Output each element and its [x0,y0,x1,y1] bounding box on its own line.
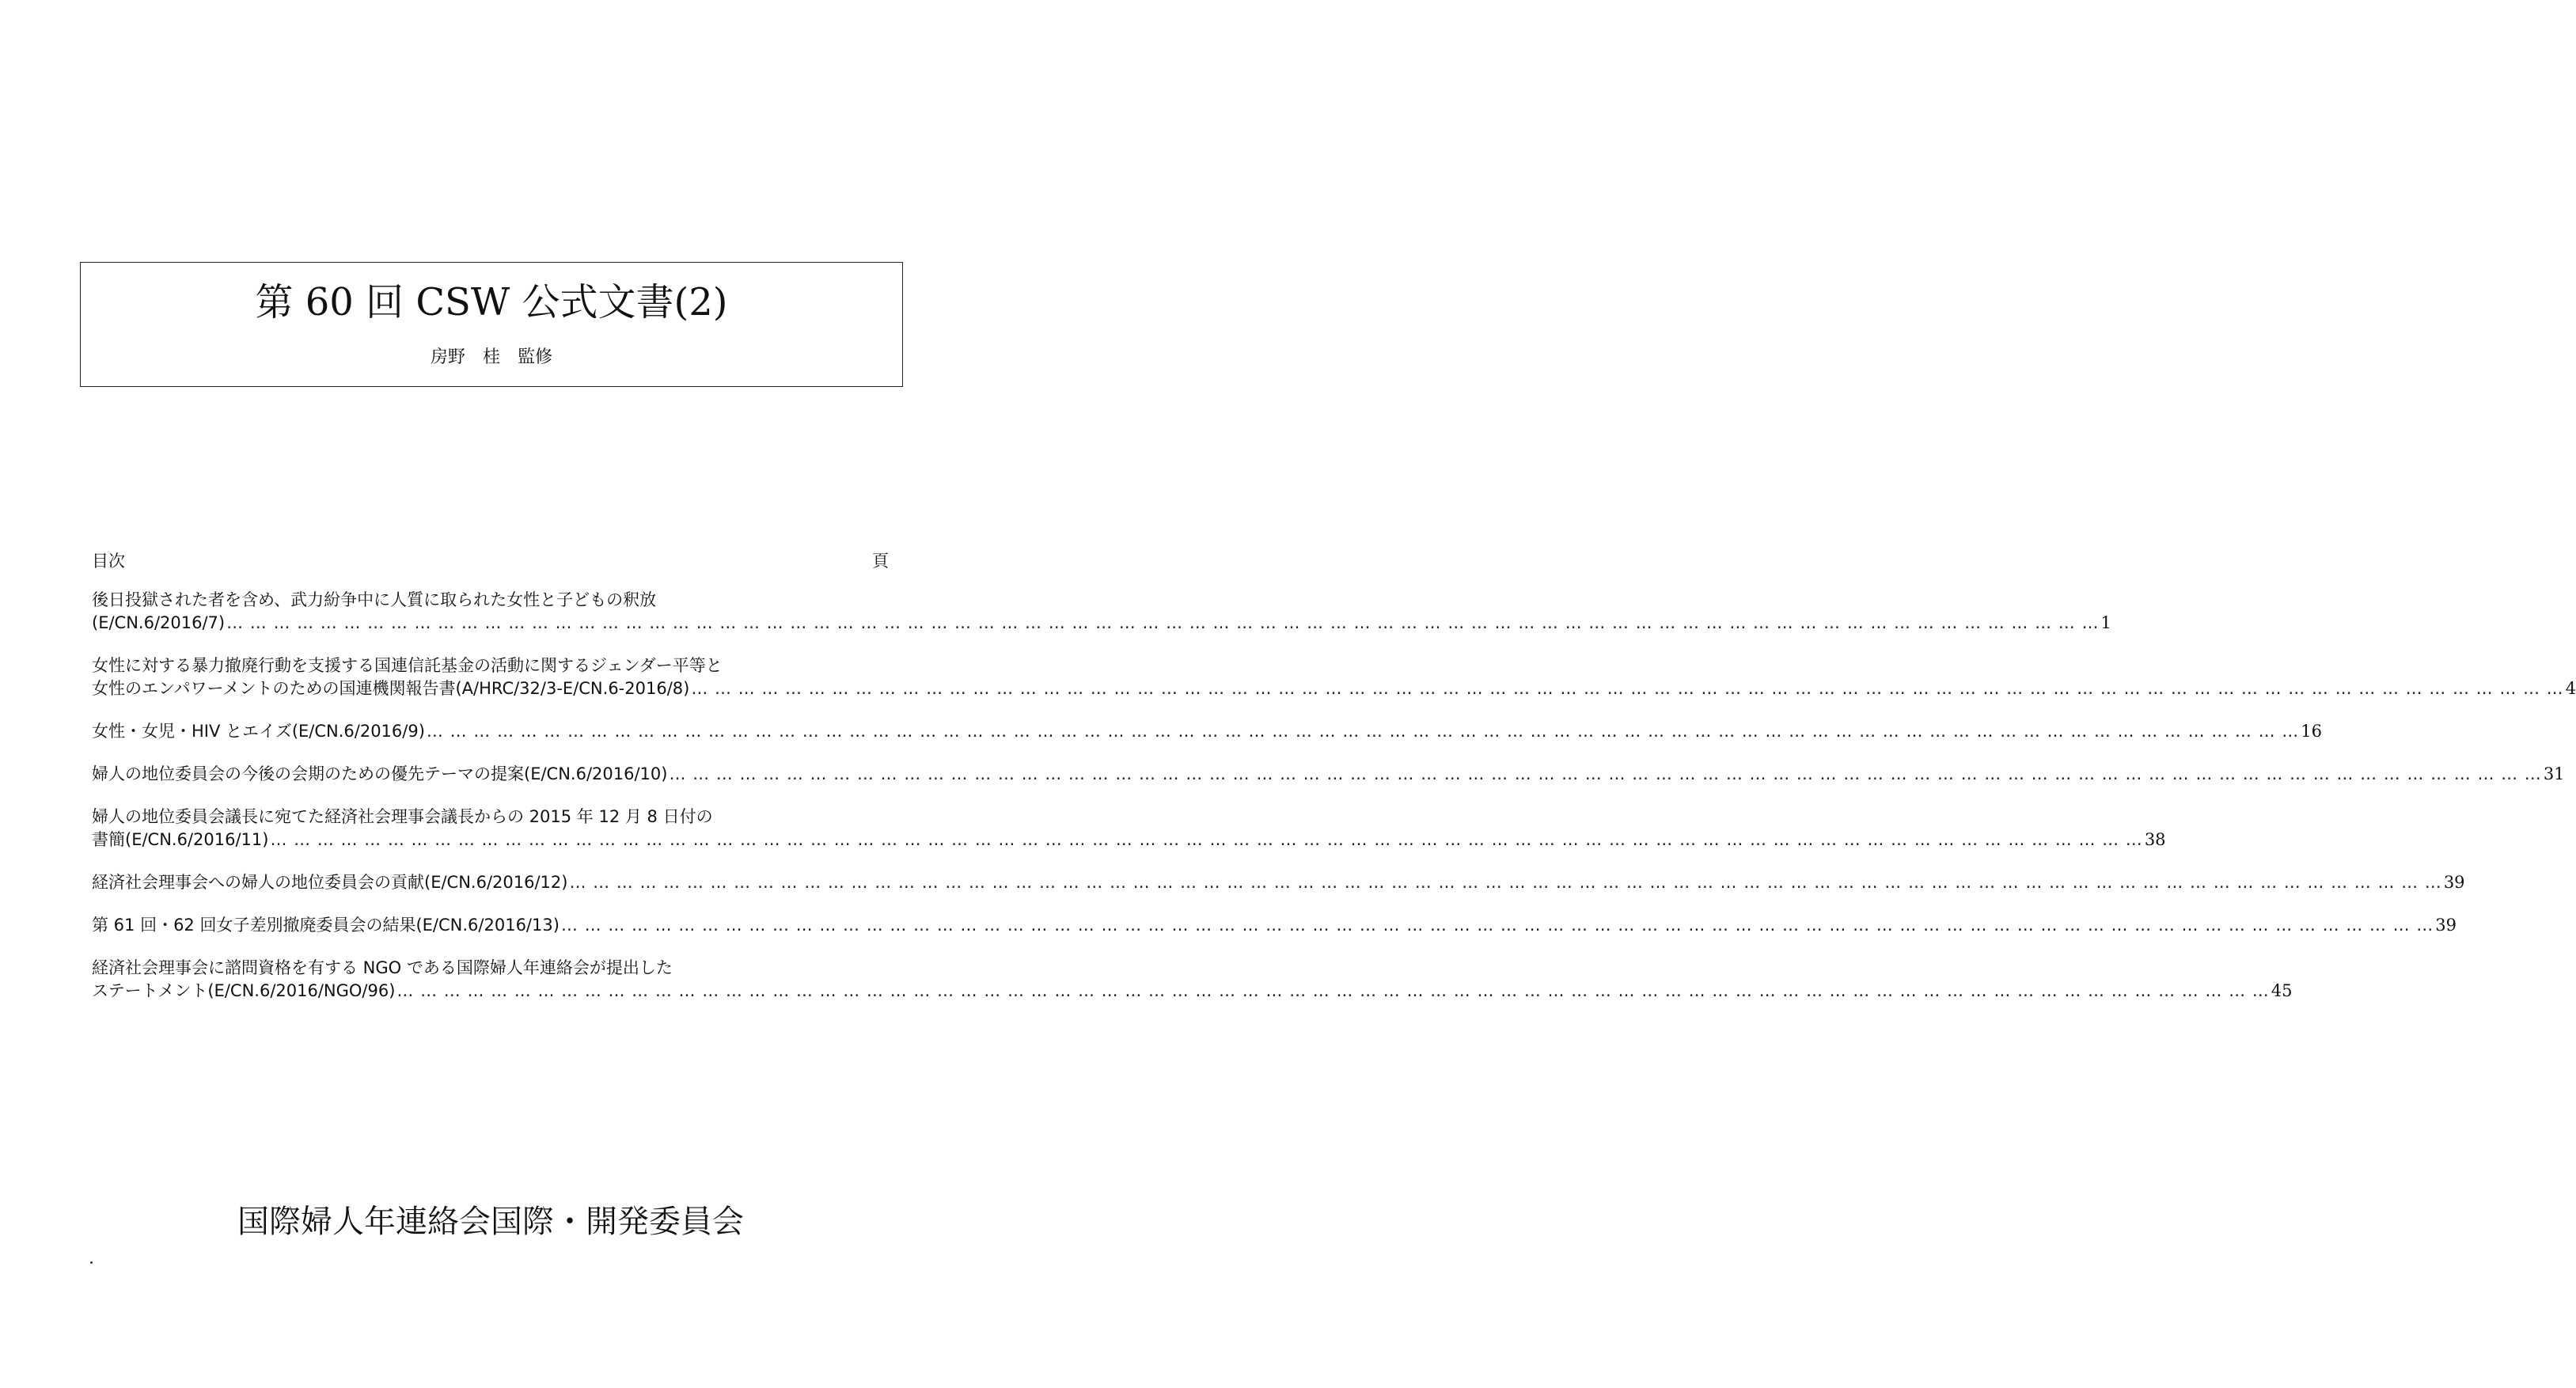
toc-page-number: 39 [2435,916,2457,935]
dot-leader: … … … … … … … … … … … … … … … … … … … … … … … … … … … … … … … … … … … … … … … … … … … … … … … … … … … … … … … … … … … … … … … … … … … … … … … … … … … … … … … … [691,679,2564,698]
toc-page-number: 1 [2100,613,2111,632]
dot-leader: … … … … … … … … … … … … … … … … … … … … … … … … … … … … … … … … … … … … … … … … … … … … … … … … … … … … … … … … … … … … … … … … … … … … … … … … … … … … … … … … [426,722,2300,741]
title-box [80,262,903,387]
toc-entry-final-line [92,980,2293,1003]
toc-page-number: 38 [2144,830,2166,849]
toc-entry-final-line [92,914,2457,937]
toc-entry-final-line [92,612,2111,635]
toc-heading: 目次 [92,552,125,571]
toc-entry-title-line: 経済社会理事会に諮問資格を有する NGO である国際婦人年連絡会が提出した [92,958,673,977]
toc-entry[interactable] [92,654,2576,700]
publisher-name: 国際婦人年連絡会国際・開発委員会 [237,1204,744,1240]
toc-entry-title-line: 女性に対する暴力撤廃行動を支援する国連信託基金の活動に関するジェンダー平等と [92,656,723,675]
toc-entry[interactable] [92,914,2457,937]
toc-entry-title-line: (E/CN.6/2016/7) [92,613,226,632]
dot-leader: … … … … … … … … … … … … … … … … … … … … … … … … … … … … … … … … … … … … … … … … … … … … … … … … … … … … … … … … … … … … … … … … … … … … … … … … … … … … … … … … [569,873,2442,892]
toc-entry[interactable] [92,957,2293,1003]
toc-entry[interactable] [92,871,2465,894]
toc-page-number: 31 [2543,764,2565,783]
toc-entry-final-line [92,677,2576,700]
toc-entry[interactable] [92,806,2166,851]
toc-entry[interactable] [92,589,2111,635]
dot-leader: … … … … … … … … … … … … … … … … … … … … … … … … … … … … … … … … … … … … … … … … … … … … … … … … … … … … … … … … … … … … … … … … … … … … … … … … … … … … … … … … [396,981,2270,1000]
dot-leader: … … … … … … … … … … … … … … … … … … … … … … … … … … … … … … … … … … … … … … … … … … … … … … … … … … … … … … … … … … … … … … … … … … … … … … … … … … … … … … … … [669,764,2542,783]
toc-entry-title-line: 経済社会理事会への婦人の地位委員会の貢献(E/CN.6/2016/12) [92,873,568,892]
toc-entry-final-line [92,763,2565,786]
toc-entry-title-line: 第 61 回・62 回女子差別撤廃委員会の結果(E/CN.6/2016/13) [92,916,560,935]
table-of-contents [92,589,2576,1022]
toc-entry-final-line [92,720,2323,743]
dot-leader: … … … … … … … … … … … … … … … … … … … … … … … … … … … … … … … … … … … … … … … … … … … … … … … … … … … … … … … … … … … … … … … … … … … … … … … … … … … … … … … … [560,916,2434,935]
document-title: 第 60 回 CSW 公式文書(2) [255,280,728,324]
toc-entry[interactable] [92,763,2565,786]
stray-mark [90,1261,93,1264]
toc-page-number: 16 [2301,722,2323,741]
toc-page-number: 4 [2565,679,2576,698]
toc-entry-final-line [92,871,2465,894]
dot-leader: … … … … … … … … … … … … … … … … … … … … … … … … … … … … … … … … … … … … … … … … … … … … … … … … … … … … … … … … … … … … … … … … … … … … … … … … … … … … … … … … [226,613,2100,632]
toc-entry-title-line: 婦人の地位委員会議長に宛てた経済社会理事会議長からの 2015 年 12 月 8 日付の [92,807,713,826]
dot-leader: … … … … … … … … … … … … … … … … … … … … … … … … … … … … … … … … … … … … … … … … … … … … … … … … … … … … … … … … … … … … … … … … … … … … … … … … … … … … … … … … [270,830,2143,849]
toc-entry[interactable] [92,720,2323,743]
toc-entry-title-line: 婦人の地位委員会の今後の会期のための優先テーマの提案(E/CN.6/2016/10) [92,764,668,783]
toc-entry-title-line: ステートメント(E/CN.6/2016/NGO/96) [92,981,396,1000]
toc-entry-title-line: 後日投獄された者を含め、武力紛争中に人質に取られた女性と子どもの釈放 [92,590,657,609]
toc-header [92,549,889,573]
toc-page-number: 45 [2271,981,2293,1000]
toc-page-heading: 頁 [872,552,889,571]
toc-entry-title-line: 女性・女児・HIV とエイズ(E/CN.6/2016/9) [92,722,425,741]
toc-entry-title-line: 書簡(E/CN.6/2016/11) [92,830,269,849]
toc-page-number: 39 [2443,873,2465,892]
toc-entry-final-line [92,829,2166,851]
toc-entry-title-line: 女性のエンパワーメントのための国連機関報告書(A/HRC/32/3-E/CN.6-2016/8) [92,679,690,698]
supervisor-credit: 房野 桂 監修 [430,347,552,367]
